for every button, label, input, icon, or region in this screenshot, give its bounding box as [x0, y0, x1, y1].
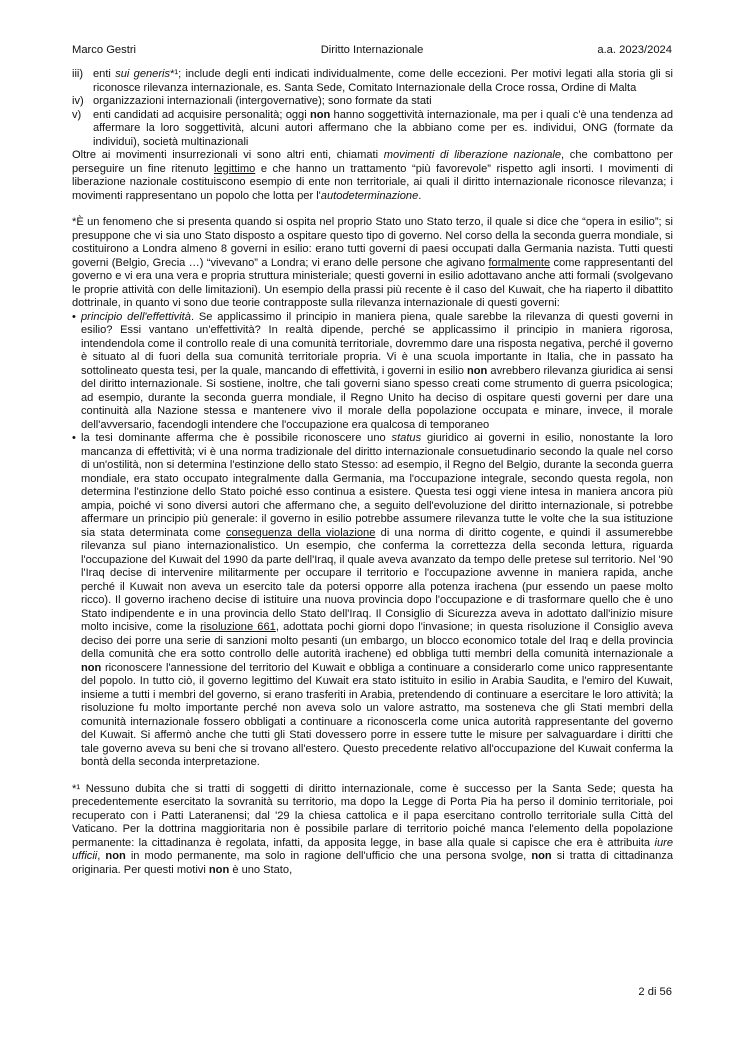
footnote-governi-esilio: *È un fenomeno che si presenta quando si ospita nel proprio Stato uno Stato terzo, il quale si dice che “opera in esilio”; si presuppone che vi sia uno Stato disposto a ospitare questo tipo di governo. Nel corso della la seconda guerra mondiale, si costituirono a Londra almeno 8 governi in esilio: erano tutti governi di paesi occupati dalla Germania nazista. Tutti questi governi (Belgio, Grecia …) “vivevano” a Londra; vi erano delle persone che agivano formalmente come rappresentanti del governo e vi era una vera e propria struttura ministeriale; questi governi in esilio adottavano anche atti formali (svolgevano le proprie attività con delle limitazioni). Un esempio della prassi più recente è il caso del Kuwait, che ha riaperto il dibattito dottrinale, in quanto vi sono due teorie contrapposte sulla rilevanza internazionale di questi governi:: [72, 216, 673, 309]
header-course: Diritto Internazionale: [320, 44, 424, 56]
paragraph-movimenti: Oltre ai movimenti insurrezionali vi sono altri enti, chiamati movimenti di liberazione nazionale, che combattono per perseguire un fine ritenuto legittimo e che hanno un trattamento “più favorevole” rispetto agli insorti. I movimenti di liberazione nazionale costituiscono esempio di ente non territoriale, ai quali il diritto internazionale riconosce rilevanza; i movimenti rappresentano un popolo che lotta per l'autodeterminazione.: [72, 149, 673, 202]
bullet-icon: •: [72, 310, 76, 323]
page-body: [72, 68, 673, 877]
list-number: iv): [72, 95, 84, 107]
footnote-santa-sede: *¹ Nessuno dubita che si tratti di soggetti di diritto internazionale, come è successo per la Santa Sede; questa ha precedentemente esercitato la sovranità su territorio, ma dopo la Legge di Porta Pia ha perso il dominio territoriale, poi recuperato con i Patti Lateranensi; dal '29 la chiesa cattolica e il papa esercitano controllo territoriale sulla Città del Vaticano. Per la dottrina maggioritaria non è possibile parlare di territorio poiché manca l'elemento della popolazione permanente: la cittadinanza è regolata, infatti, da apposita legge, in base alla quale si capisce che era è attribuita iure ufficii, non in modo permanente, ma solo in ragione dell'ufficio che una persona svolge, non si tratta di cittadinanza originaria. Per questi motivi non è uno Stato,: [72, 782, 673, 876]
bullet-effettivita: • principio dell'effettività. Se applicassimo il principio in maniera piena, quale sarebbe la rilevanza di questi governi in esilio? Essi vantano un'effettività? In realtà dipende, perché se applicassimo il principio in maniera rigorosa, intendendola come il controllo reale di una comunità territoriale, dovremmo dare una risposta negativa, perché il governo è situato al di fuori della sua comunità territoriale propria. Vi è una scuola importante in Italia, che in passato ha sottolineato questa tesi, per la quale, mancando di effettività, i governi in esilio non avrebbero rilevanza giuridica ai sensi del diritto internazionale. Si sostiene, inoltre, che tali governi siano spesso creati come strumento di guerra psicologica; ad esempio, durante la seconda guerra mondiale, il Regno Unito ha deciso di ospitare questi governi per dare una continuità alla Nazione stessa e mantenere vivo il morale della popolazione occupata e minare, invece, il morale dell'avversario, facendogli intendere che l'occupazione era qualcosa di temporaneo: [72, 310, 674, 431]
page-number: 2 di 56: [638, 986, 672, 998]
spacer: [72, 770, 673, 783]
header-author: Marco Gestri: [72, 44, 137, 56]
list-item-iv: iv) organizzazioni internazionali (intergovernative); sono formate da stati: [72, 95, 432, 107]
page-header: [72, 44, 672, 58]
list-number: iii): [72, 68, 84, 80]
list-item-v: v) enti candidati ad acquisire personalità; oggi non hanno soggettività internazionale, ma per i quali c'è una tendenza ad affermare la loro soggettività, alcuni autori affermano che la abbiano come per es. individui, ONG (formate da individui), società multinazionali: [72, 108, 673, 148]
list-item-iii: iii) enti sui generis*¹; include degli enti indicati individualmente, come delle eccezioni. Per motivi legati alla storia gli si riconosce rilevanza internazionale, es. Santa Sede, Comitato Internazionale della Croce rossa, Ordine di Malta: [72, 68, 673, 94]
bullet-icon: •: [72, 432, 76, 444]
header-year: a.a. 2023/2024: [597, 44, 672, 56]
list-number: v): [72, 108, 82, 121]
bullet-tesi-dominante: • la tesi dominante afferma che è possibile riconoscere uno status giuridico ai governi in esilio, nonostante la loro mancanza di effettività; vi è una norma tradizionale del diritto internazionale consuetudinario secondo la quale nel corso di un'ostilità, non si determina l'estinzione dello stato Stesso: ad esempio, il Regno del Belgio, durante la seconda guerra mondiale, era stato occupato integralmente dalla Germania, ma l'occupazione integrale, secondo questa regola, non determina l'estinzione dello Stato poiché esso continua a esistere. Questa tesi oggi viene intesa in maniera ancora più ampia, poiché vi sono diversi autori che affermano che, a seguito dell'evoluzione del diritto internazionale, si potrebbe affermare un principio più generale: il governo in esilio potrebbe assumere rilevanza tutte le volte che la sua istituzione sia stata determinata come conseguenza della violazione di una norma di diritto cogente, e quindi il assumerebbe rilevanza sul piano internazionalistico. Un esempio, che conferma la correttezza della seconda lettura, riguarda l'occupazione del Kuwait del 1990 da parte dell'Iraq, il quale aveva avanzato da tempo delle pretese sul territorio. Nel '90 l'Iraq decise di intervenire militarmente per occupare il territorio e l'occupazione avvenne in maniera rapida, anche perché il Kuwait non aveva un esercito tale da potersi opporre alla potenza irachena (pur essendo un paese molto ricco). Il governo iracheno decise di istituire una nuova provincia dopo l'occupazione e di trasformare quello che è uno Stato indipendente e in una provincia dello Stato dell'Iraq. Il Consiglio di Sicurezza aveva in adottato dall'inizio misure molto incisive, come la risoluzione 661, adottata pochi giorni dopo l'invasione; in questa risoluzione il Consiglio aveva deciso dei porre una serie di sanzioni molto pesanti (un embargo, un blocco economico totale del Iraq e della provincia della comunità che era sotto controllo delle autorità irachene) ed obbliga tutti membri della comunità internazionale a non riconoscere l'annessione del territorio del Kuwait e obbliga a continuare a considerarlo come unico rappresentante del popolo. In tutto ciò, il governo legittimo del Kuwait era stato istituito in esilio in Arabia Saudita, e l'emiro del Kuwait, insieme a tutti i membri del governo, si erano trasferiti in Arabia, pretendendo di continuare a esercitare le loro attività; la risoluzione fu molto importante perché non aveva solo un valore astratto, ma sosteneva che gli Stati membri della comunità internazionale fossero obbligati a continuare a riconoscerla come unica autorità rappresentante del governo del Kuwait. Si affermò anche che tutti gli Stati dovessero porre in essere tutte le misure per salvaguardare i diritti che tale governo aveva su beni che si trovano all'estero. Questo precedente relativo all'occupazione del Kuwait conferma la bontà della seconda interpretazione.: [72, 432, 673, 768]
spacer: [72, 203, 673, 216]
